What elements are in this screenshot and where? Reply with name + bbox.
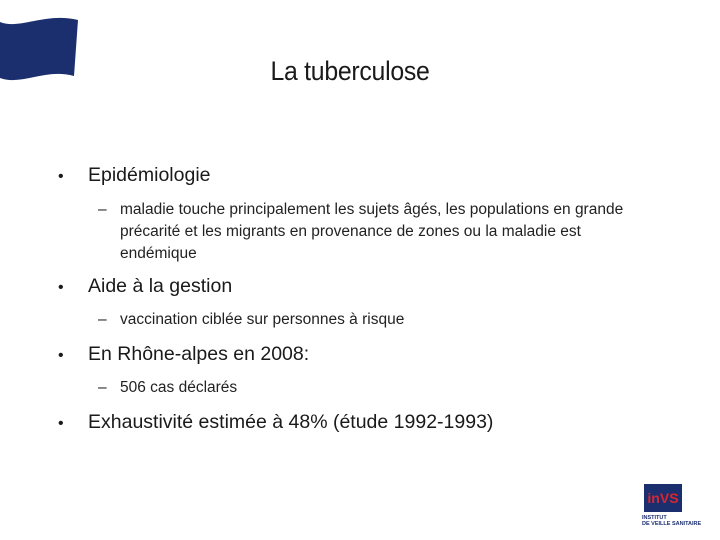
bullet-item (58, 273, 678, 301)
dash: – (98, 311, 107, 328)
slide-title: La tuberculose (270, 56, 430, 86)
invs-logo-mark (644, 484, 682, 512)
sub-text: 506 cas déclarés (120, 379, 238, 396)
sub-text: maladie touche principalement les sujets âgés, les populations en grande précarité et les migrants en provenance de zones ou la maladie est endémique (120, 201, 624, 262)
bullet-item (58, 341, 678, 369)
invs-logo (638, 480, 708, 532)
sub-item (98, 309, 678, 331)
logo-text (642, 515, 708, 527)
sub-text: vaccination ciblée sur personnes à risque (120, 311, 405, 328)
logo-line1: INSTITUT (642, 515, 667, 521)
bullet-dot: • (58, 168, 64, 185)
logo-vs: VS (659, 490, 679, 506)
logo-line2: DE VEILLE SANITAIRE (642, 521, 702, 527)
bullet-text: Exhaustivité estimée à 48% (étude 1992-1993) (88, 411, 494, 433)
bullet-text: Epidémiologie (88, 164, 211, 186)
bullet-text: Aide à la gestion (88, 275, 233, 297)
flag-logo (0, 16, 80, 82)
bullet-dot: • (58, 415, 64, 432)
bullet-item (58, 162, 678, 190)
slide-content (58, 162, 678, 437)
bullet-item (58, 409, 678, 437)
bullet-text: En Rhône-alpes en 2008: (88, 343, 310, 365)
logo-in: in (647, 490, 660, 506)
dash: – (98, 379, 107, 396)
dash: – (98, 201, 107, 218)
sub-item (98, 377, 678, 399)
sub-item (98, 199, 678, 265)
bullet-dot: • (58, 279, 64, 296)
bullet-dot: • (58, 347, 64, 364)
